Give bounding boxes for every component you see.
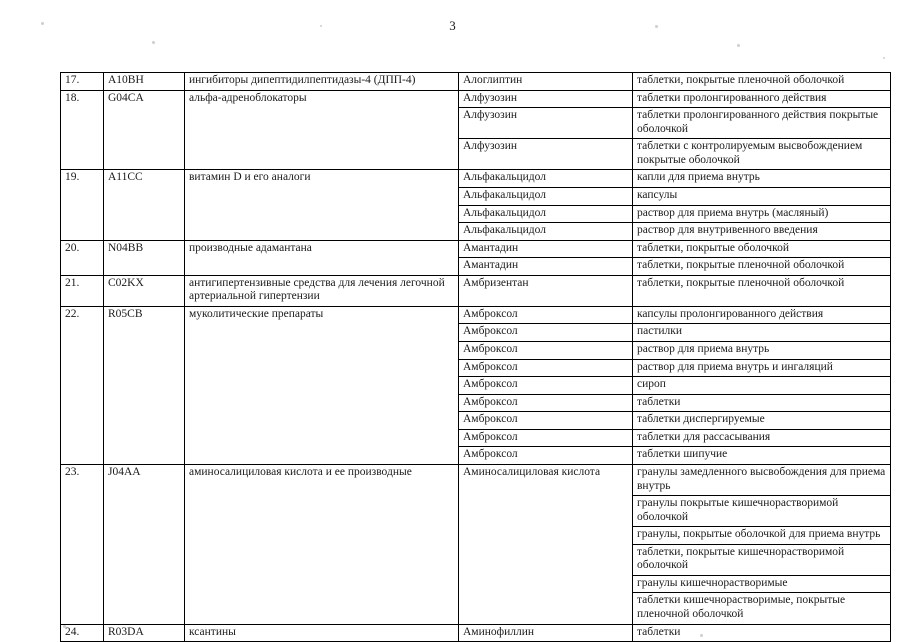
dosage-form: пастилки [633,324,891,342]
dosage-form: раствор для приема внутрь (масляный) [633,205,891,223]
dosage-form: таблетки шипучие [633,447,891,465]
dosage-form: капли для приема внутрь [633,170,891,188]
dosage-form: сироп [633,377,891,395]
scan-speck [883,57,885,59]
atc-code: A10BH [104,73,185,91]
table-row [61,170,891,188]
row-number: 17. [61,73,104,91]
table-row [61,624,891,642]
atc-code: R03DA [104,624,185,642]
dosage-form: гранулы покрытые кишечнорастворимой оболочкой [633,496,891,527]
dosage-form: таблетки пролонгированного действия [633,90,891,108]
inn-name: Алоглиптин [459,73,633,91]
inn-name: Амброксол [459,359,633,377]
atc-code: N04BB [104,240,185,275]
dosage-form: таблетки для рассасывания [633,429,891,447]
table-row [61,90,891,108]
dosage-form: таблетки пролонгированного действия покрытые оболочкой [633,108,891,139]
dosage-form: таблетки [633,624,891,642]
dosage-form: раствор для приема внутрь [633,342,891,360]
table-row [61,240,891,258]
inn-name: Альфакальцидол [459,205,633,223]
dosage-form: капсулы [633,187,891,205]
table-row [61,73,891,91]
group-name: альфа-адреноблокаторы [185,90,459,170]
dosage-form: таблетки, покрытые пленочной оболочкой [633,73,891,91]
inn-name: Амантадин [459,240,633,258]
dosage-form: таблетки кишечнорастворимые, покрытые пленочной оболочкой [633,593,891,624]
row-number: 21. [61,275,104,306]
inn-name: Амброксол [459,394,633,412]
table-row [61,464,891,495]
group-name: муколитические препараты [185,306,459,464]
row-number: 20. [61,240,104,275]
inn-name: Алфузозин [459,90,633,108]
scan-speck [737,44,740,47]
dosage-form: таблетки, покрытые пленочной оболочкой [633,258,891,276]
row-number: 22. [61,306,104,464]
inn-name: Алфузозин [459,108,633,139]
dosage-form: таблетки [633,394,891,412]
table-row [61,306,891,324]
group-name: ксантины [185,624,459,642]
inn-name: Альфакальцидол [459,223,633,241]
dosage-form: таблетки диспергируемые [633,412,891,430]
row-number: 18. [61,90,104,170]
row-number: 19. [61,170,104,240]
inn-name: Альфакальцидол [459,187,633,205]
dosage-form: гранулы замедленного высвобождения для приема внутрь [633,464,891,495]
dosage-form: раствор для приема внутрь и ингаляций [633,359,891,377]
inn-name: Амброксол [459,342,633,360]
table-body [61,73,891,642]
dosage-form: таблетки, покрытые оболочкой [633,240,891,258]
row-number: 24. [61,624,104,642]
inn-name: Амброксол [459,429,633,447]
atc-code: A11CC [104,170,185,240]
dosage-form: таблетки, покрытые кишечнорастворимой оболочкой [633,544,891,575]
inn-name: Амброксол [459,377,633,395]
atc-code: G04CA [104,90,185,170]
dosage-form: таблетки с контролируемым высвобождением покрытые оболочкой [633,139,891,170]
inn-name: Альфакальцидол [459,170,633,188]
scan-speck [152,41,155,44]
atc-code: R05CB [104,306,185,464]
inn-name: Алфузозин [459,139,633,170]
page-number: 3 [449,18,456,33]
inn-name: Амброксол [459,447,633,465]
dosage-form: таблетки, покрытые пленочной оболочкой [633,275,891,306]
atc-code: J04AA [104,464,185,624]
dosage-form: гранулы, покрытые оболочкой для приема внутрь [633,527,891,545]
inn-name: Амброксол [459,324,633,342]
medicine-registry-table [60,72,891,642]
dosage-form: раствор для внутривенного введения [633,223,891,241]
group-name: производные адамантана [185,240,459,275]
inn-name: Амброксол [459,412,633,430]
group-name: ингибиторы дипептидилпептидазы-4 (ДПП-4) [185,73,459,91]
inn-name: Аминофиллин [459,624,633,642]
inn-name: Амбризентан [459,275,633,306]
group-name: антигипертензивные средства для лечения легочной артериальной гипертензии [185,275,459,306]
table-row [61,275,891,306]
inn-name: Амантадин [459,258,633,276]
atc-code: C02KX [104,275,185,306]
inn-name: Аминосалициловая кислота [459,464,633,624]
group-name: аминосалициловая кислота и ее производные [185,464,459,624]
dosage-form: капсулы пролонгированного действия [633,306,891,324]
dosage-form: гранулы кишечнорастворимые [633,575,891,593]
row-number: 23. [61,464,104,624]
group-name: витамин D и его аналоги [185,170,459,240]
inn-name: Амброксол [459,306,633,324]
